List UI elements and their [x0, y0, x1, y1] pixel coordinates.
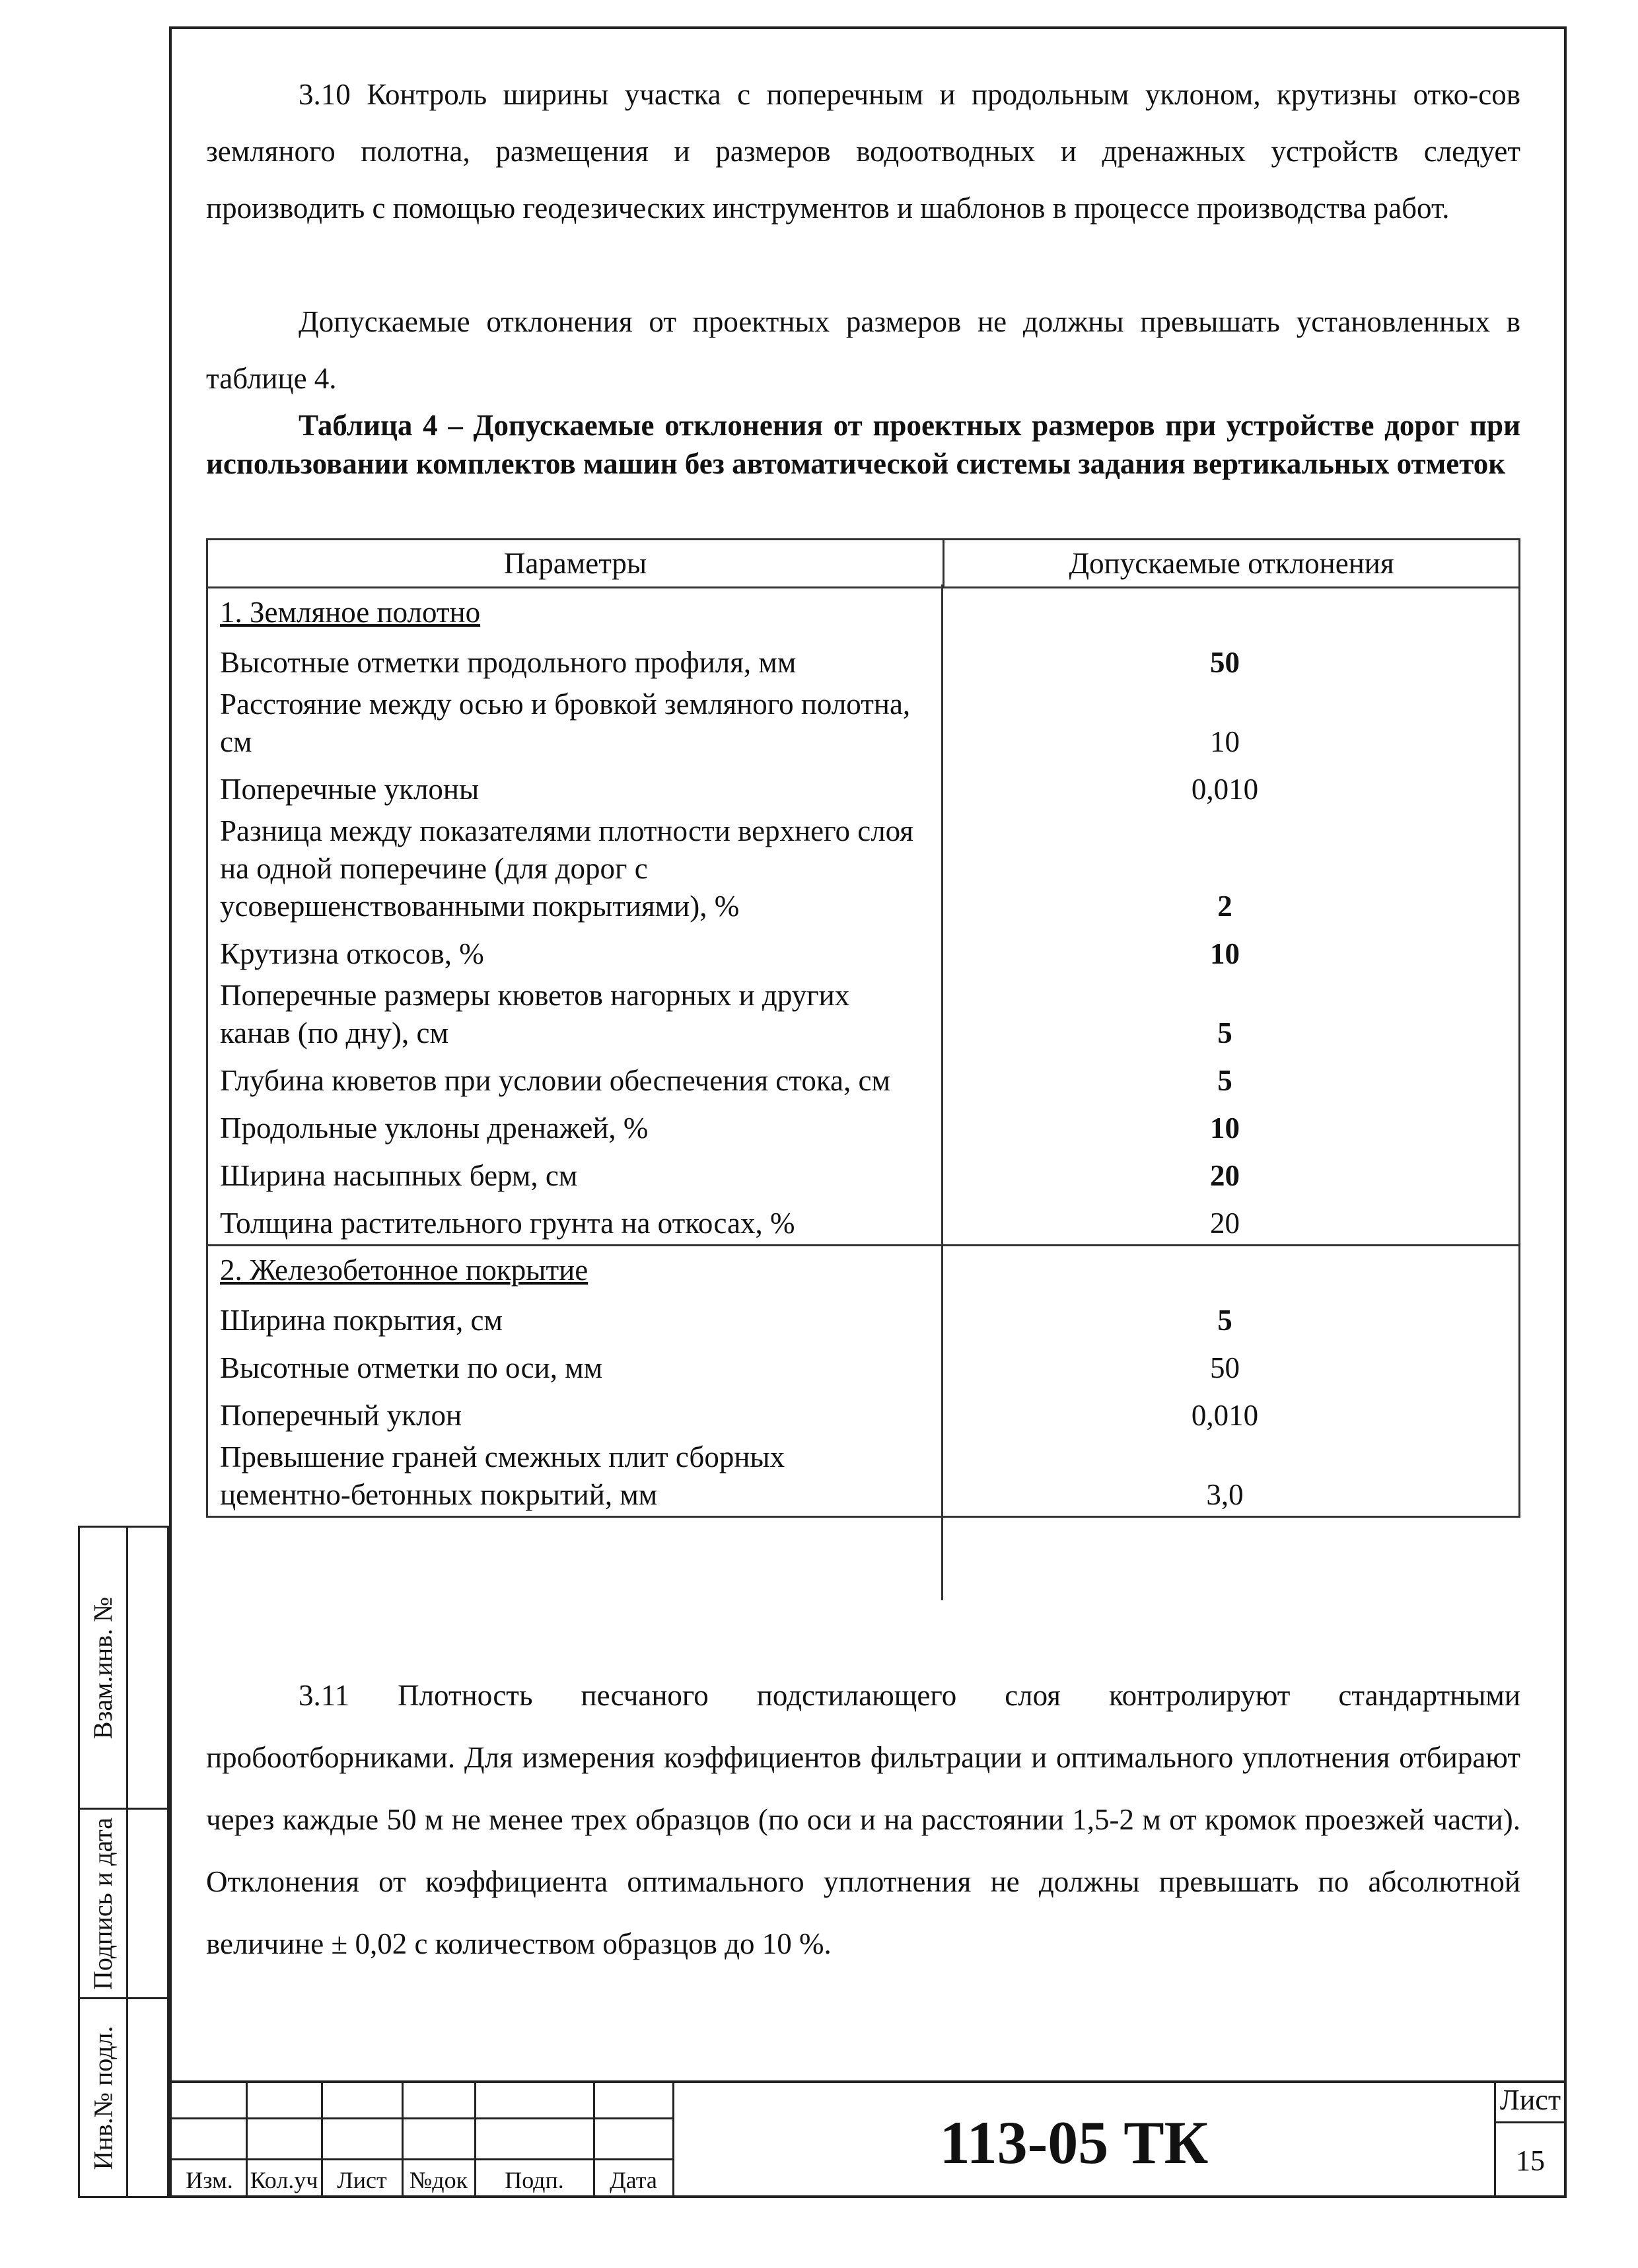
stamp-kol: Кол.уч — [250, 2167, 318, 2193]
stamp-replacement-inv — [78, 1526, 169, 1810]
param-value: 3,0 — [1206, 1478, 1244, 1511]
stamp-list: Лист — [337, 2167, 387, 2193]
param-name: Толщина растительного грунта на откосах, % — [220, 1207, 795, 1240]
group-concrete-pavement — [208, 1246, 1518, 1516]
group-title: 2. Железобетонное покрытие — [220, 1253, 588, 1287]
stamp-ndok: №док — [409, 2167, 468, 2193]
table-row — [208, 975, 1518, 1054]
table-row — [208, 1149, 1518, 1197]
stamp-data: Дата — [610, 2167, 657, 2193]
group-title-row — [208, 588, 1518, 636]
param-name: Высотные отметки продольного профиля, мм — [220, 646, 797, 679]
param-value: 20 — [1210, 1159, 1240, 1192]
param-name: Поперечные размеры кюветов нагорных и других канав (по дну), см — [220, 979, 850, 1049]
param-value: 10 — [1210, 725, 1240, 758]
param-name: Продольные уклоны дренажей, % — [220, 1112, 649, 1145]
param-name: Крутизна откосов, % — [220, 937, 484, 970]
table-row — [208, 1341, 1518, 1389]
stamp-izm: Изм. — [186, 2167, 233, 2193]
paragraph-allowed-deviations: Допускаемые отклонения от проектных размеров не должны превышать установленных в таблице 4. — [206, 305, 1520, 395]
group-earthwork — [208, 588, 1518, 1244]
table-row — [208, 1197, 1518, 1244]
sheet-number: 15 — [1516, 2144, 1545, 2177]
param-value: 5 — [1217, 1064, 1232, 1097]
table-caption: Таблица 4 – Допускаемые отклонения от проектных размеров при устройстве дорог при использовании комплектов машин без автоматической системы задания вертикальных отметок — [206, 409, 1520, 480]
table-row — [208, 1436, 1518, 1516]
group-title-row — [208, 1246, 1518, 1294]
param-value: 5 — [1217, 1016, 1232, 1049]
table-row — [208, 763, 1518, 810]
param-value: 5 — [1217, 1304, 1232, 1337]
param-name: Ширина насыпных берм, см — [220, 1159, 578, 1192]
param-value: 10 — [1210, 1112, 1240, 1145]
document-code: 113-05 ТК — [939, 2109, 1209, 2176]
table-column-divider — [941, 585, 943, 1600]
paragraph-3-11: 3.11 Плотность песчаного подстилающего слоя контролируют стандартными пробоотборниками. Для измерения коэффициентов фильтрации и оптимального уплотнения отбирают через каждые 50 м не менее трех образцов (по оси и на расстоянии 1,5-2 м от кромок проезжей части). Отклонения от коэффициента оптимального уплотнения не должны превышать по абсолютной величине ± 0,02 с количеством образцов до 10 %. — [206, 1679, 1520, 1960]
param-name: Разница между показателями плотности верхнего слоя на одной поперечине (для дорог с усовершенствованными покрытиями), % — [220, 814, 914, 923]
table-row — [208, 1102, 1518, 1149]
deviations-table — [206, 538, 1520, 1518]
stamp-label: Взам.инв. № — [88, 1596, 118, 1739]
table-row — [208, 810, 1518, 927]
param-name: Расстояние между осью и бровкой земляного полотна, см — [220, 688, 911, 758]
paragraph-3-10: 3.10 Контроль ширины участка с поперечным и продольным уклоном, крутизны отко-сов земляного полотна, размещения и размеров водоотводных и дренажных устройств следует производить с помощью геодезических инструментов и шаблонов в процессе производства работ. — [206, 78, 1520, 225]
column-header-deviations: Допускаемые отклонения — [944, 540, 1520, 588]
param-value: 2 — [1217, 890, 1232, 923]
param-name: Поперечный уклон — [220, 1399, 462, 1432]
table-row — [208, 1389, 1518, 1436]
param-name: Ширина покрытия, см — [220, 1304, 503, 1337]
stamp-original-inv — [78, 1997, 169, 2198]
param-name: Глубина кюветов при условии обеспечения стока, см — [220, 1064, 890, 1097]
stamp-label: Подпись и дата — [88, 1817, 118, 1990]
param-name: Превышение граней смежных плит сборных цементно-бетонных покрытий, мм — [220, 1440, 785, 1511]
param-name: Высотные отметки по оси, мм — [220, 1351, 603, 1384]
table-header-row — [207, 540, 1520, 588]
stamp-podp: Подп. — [505, 2167, 564, 2193]
param-value: 0,010 — [1191, 1399, 1259, 1432]
param-value: 0,010 — [1191, 773, 1259, 806]
sheet-label: Лист — [1499, 2084, 1561, 2116]
param-name: Поперечные уклоны — [220, 773, 480, 806]
table-row — [208, 1294, 1518, 1341]
table-row — [208, 684, 1518, 763]
param-value: 50 — [1210, 646, 1240, 679]
param-value: 10 — [1210, 937, 1240, 970]
param-value: 50 — [1210, 1351, 1240, 1384]
column-header-params: Параметры — [207, 540, 944, 588]
stamp-label: Инв.№ подл. — [88, 2026, 118, 2170]
group-title: 1. Земляное полотно — [220, 595, 481, 629]
table-row — [208, 636, 1518, 684]
table-row — [208, 927, 1518, 975]
param-value: 20 — [1210, 1207, 1240, 1240]
stamp-signature-date — [78, 1808, 169, 1999]
table-row — [208, 1054, 1518, 1102]
